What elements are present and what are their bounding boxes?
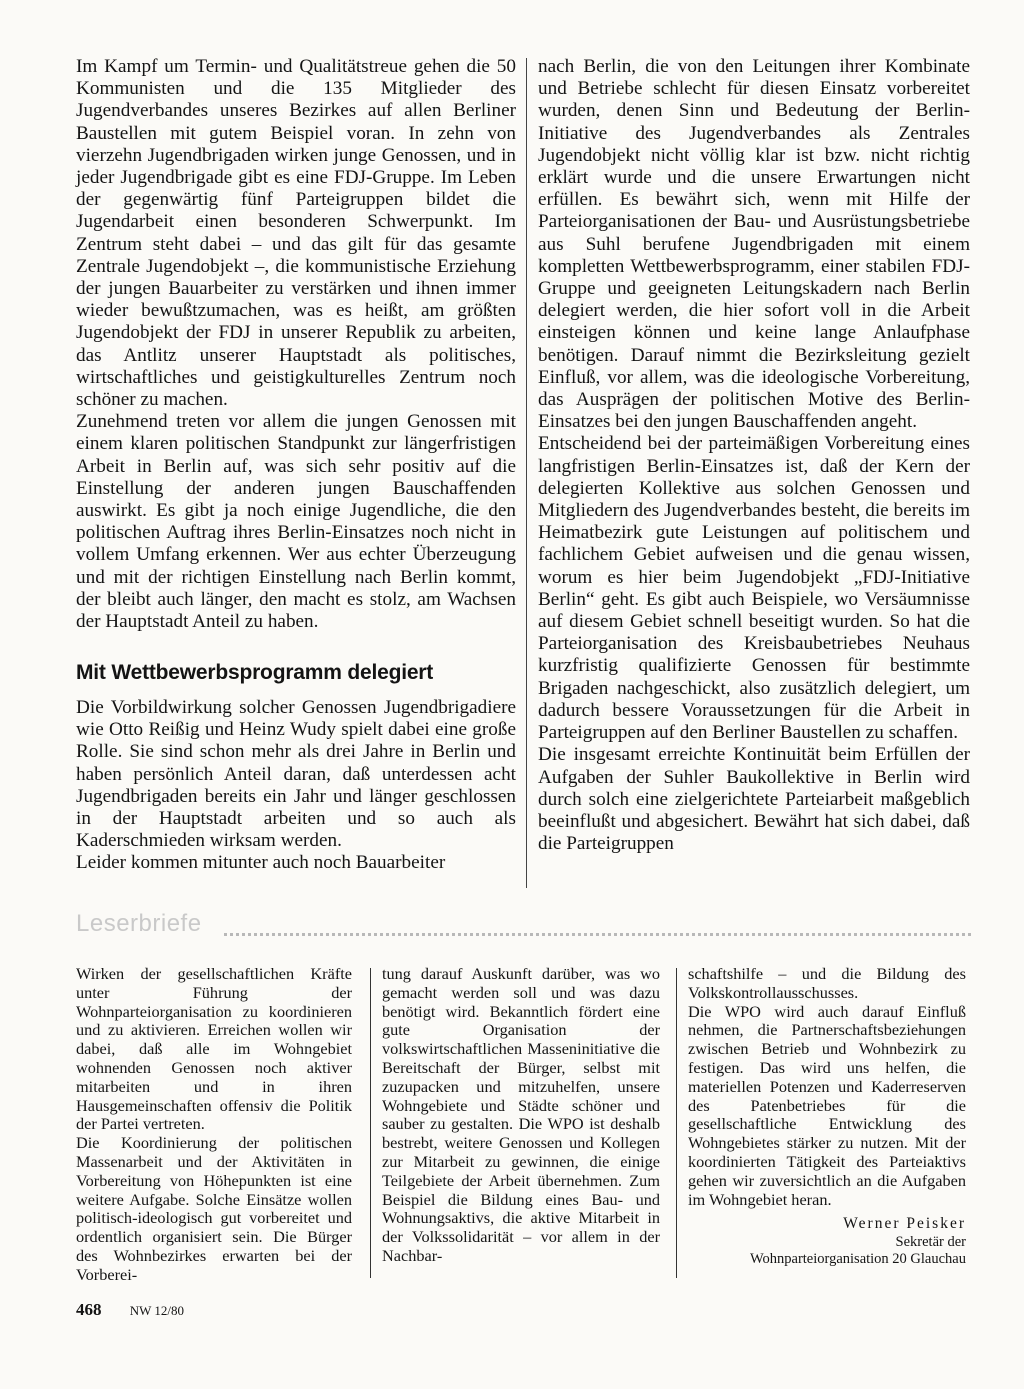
letter-column-2 xyxy=(382,965,660,1266)
article-paragraph: Zunehmend treten vor allem die jungen Genossen mit einem klaren politischen Standpunkt zur längerfristigen Arbeit in Berlin auf, was sich sehr positiv auf die Einstellung der anderen jungen Bauschaffenden auswirkt. Es gibt ja noch einige Jugendliche, die den politischen Auftrag ihres Berlin-Einsatzes noch nicht in vollem Umfang erkennen. Wer aus echter Überzeugung und mit der richtigen Einstellung nach Berlin kommt, der bleibt auch länger, den macht es stolz, am Wachsen der Hauptstadt Anteil zu haben. xyxy=(76,411,516,633)
article-paragraph: nach Berlin, die von den Leitungen ihrer Kombinate und Betriebe schlecht für diesen Einsatz vorbereitet wurden, denen Sinn und Bedeutung der Berlin-Initiative des Jugendverbandes als Zentrales Jugendobjekt nicht völlig klar ist bzw. nicht richtig erklärt wurde und die unsere Erwartungen nicht erfüllen. Es bewährt sich, wenn mit Hilfe der Parteiorganisationen der Bau- und Ausrüstungsbetriebe aus Suhl berufene Jugendbrigaden mit einem kompletten Wettbewerbsprogramm, einer stabilen FDJ-Gruppe und geeigneten Leitungskadern nach Berlin delegiert werden, die hier sofort voll in die Arbeit einsteigen können und keine lange Anlaufphase benötigen. Darauf nimmt die Bezirksleitung gezielt Einfluß, vor allem, was die ideologische Vorbereitung, das Ausprägen der politischen Motive des Berlin-Einsatzes bei den jungen Bauschaffenden angeht. xyxy=(538,56,970,433)
letter-column-3 xyxy=(688,965,966,1268)
signature-role: Sekretär der xyxy=(895,1234,966,1251)
article-column-left xyxy=(76,56,516,633)
article-paragraph: Die insgesamt erreichte Kontinuität beim Erfüllen der Aufgaben der Suhler Baukollektive in Berlin wird durch solch eine zielgerichtete Parteiarbeit maßgeblich beeinflußt und abgesichert. Bewährt hat sich dabei, daß die Parteigruppen xyxy=(538,744,970,855)
section-heading: Mit Wettbewerbsprogramm delegiert xyxy=(76,661,434,684)
page-footer xyxy=(76,1300,184,1320)
letter-paragraph: tung darauf Auskunft darüber, was wo gemacht werden soll und was dazu benötigt wird. Bekanntlich fördert eine gute Organisation der volkswirtschaftlichen Masseninitiative die Bereitschaft der Bürger, selbst mit zuzupacken und mitzuhelfen, unsere Wohngebiete und Städte schöner und sauber zu gestalten. Die WPO ist deshalb bestrebt, weitere Genossen und Kollegen zur Mitarbeit zu gewinnen, die einige Teilgebiete der Arbeit übernehmen. Zum Beispiel die Bildung eines Bau- und Wohnungsaktivs, die aktive Mitarbeit in der Volkssolidarität – vor allem in der Nachbar- xyxy=(382,964,660,1265)
column-divider xyxy=(526,58,527,888)
letter-column-1 xyxy=(76,965,352,1285)
leserbriefe-rule xyxy=(224,933,971,936)
signature-name: Werner Peisker xyxy=(843,1215,966,1233)
leserbriefe-title: Leserbriefe xyxy=(76,910,202,937)
leserbriefe-header xyxy=(76,910,971,950)
column-divider xyxy=(676,968,677,1278)
letter-paragraph: Die Koordinierung der politischen Massenarbeit und der Aktivitäten in Vorbereitung von Höhepunkten ist eine weitere Aufgabe. Solche Einsätze wollen politisch-ideologisch gut vorbereitet und ordentlich organisiert sein. Die Bürger des Wohnbezirkes erwarten bei der Vorberei- xyxy=(76,1133,352,1284)
letter-signature xyxy=(688,1215,966,1268)
article-paragraph: Die Vorbildwirkung solcher Genossen Jugendbrigadiere wie Otto Reißig und Heinz Wudy spielt dabei eine große Rolle. Sie sind schon mehr als drei Jahre in Berlin und haben persönlich Anteil daran, daß unterdessen acht Jugendbrigaden bereits ein Jahr und länger geschlossen in der Hauptstadt arbeiten und so auch als Kaderschmieden wirksam werden. xyxy=(76,697,516,852)
column-divider xyxy=(370,968,371,1278)
letter-paragraph: Die WPO wird auch darauf Einfluß nehmen, die Partnerschaftsbeziehungen zwischen Betrieb und Wohnbezirk zu festigen. Das wird uns helfen, die materiellen Potenzen und Kaderreserven des Patenbetriebes für die gesellschaftliche Entwicklung des Wohngebietes stärker zu nutzen. Mit der koordinierten Tätigkeit des Parteiaktivs gehen wir zuversichtlich an die Aufgaben im Wohngebiet heran. xyxy=(688,1001,966,1209)
issue-label: NW 12/80 xyxy=(129,1303,185,1318)
article-column-right xyxy=(538,56,970,855)
page-number: 468 xyxy=(76,1300,102,1319)
signature-organization: Wohnparteiorganisation 20 Glauchau xyxy=(749,1251,966,1268)
letter-paragraph: Wirken der gesellschaftlichen Kräfte unter Führung der Wohnparteiorganisation zu koordinieren und zu aktivieren. Erreichen wollen wir dabei, daß alle im Wohngebiet wohnenden Genossen noch aktiver mitarbeiten und in ihren Hausgemeinschaften offensiv die Politik der Partei vertreten. xyxy=(76,964,352,1134)
article-paragraph: Entscheidend bei der parteimäßigen Vorbereitung eines langfristigen Berlin-Einsatzes ist, daß der Kern der delegierten Kollektive aus solchen Genossen und Mitgliedern des Jugendverbandes besteht, die bereits im Heimatbezirk gute Leistungen auf politischem und fachlichem Gebiet aufweisen und die genau wissen, worum es hier beim Jugendobjekt „FDJ-Initiative Berlin“ geht. Es gibt auch Beispiele, wo Versäumnisse auf diesem Gebiet schnell beseitigt wurden. So hat die Parteiorganisation des Kreisbaubetriebes Neuhaus kurzfristig qualifizierte Genossen für bestimmte Brigaden nachgeschickt, also zusätzlich delegiert, um dadurch bessere Voraussetzungen für die Arbeit in Parteigruppen auf den Berliner Baustellen zu schaffen. xyxy=(538,433,970,744)
letter-paragraph: schaftshilfe – und die Bildung des Volkskontrollausschusses. xyxy=(688,964,966,1002)
article-paragraph: Im Kampf um Termin- und Qualitätstreue gehen die 50 Kommunisten und die 135 Mitglieder des Jugendverbandes unseres Bezirkes auf allen Berliner Baustellen mit gutem Beispiel voran. In zehn von vierzehn Jugendbrigaden wirken junge Genossen, und in jeder Jugendbrigade gibt es eine FDJ-Gruppe. Im Leben der gegenwärtig fünf Parteigruppen bildet die Jugendarbeit einen besonderen Schwerpunkt. Im Zentrum steht dabei – und das gilt für das gesamte Zentrale Jugendobjekt –, die kommunistische Erziehung der jungen Bauarbeiter zu verstärken und ihnen immer wieder bewußtzumachen, was es heißt, am größten Jugendobjekt der FDJ in unserer Republik zu arbeiten, das Antlitz unserer Hauptstadt als politisches, wirtschaftliches und geistigkulturelles Zentrum noch schöner zu machen. xyxy=(76,56,516,411)
article-column-left-continued xyxy=(76,697,516,875)
article-paragraph: Leider kommen mitunter auch noch Bauarbeiter xyxy=(76,852,446,874)
